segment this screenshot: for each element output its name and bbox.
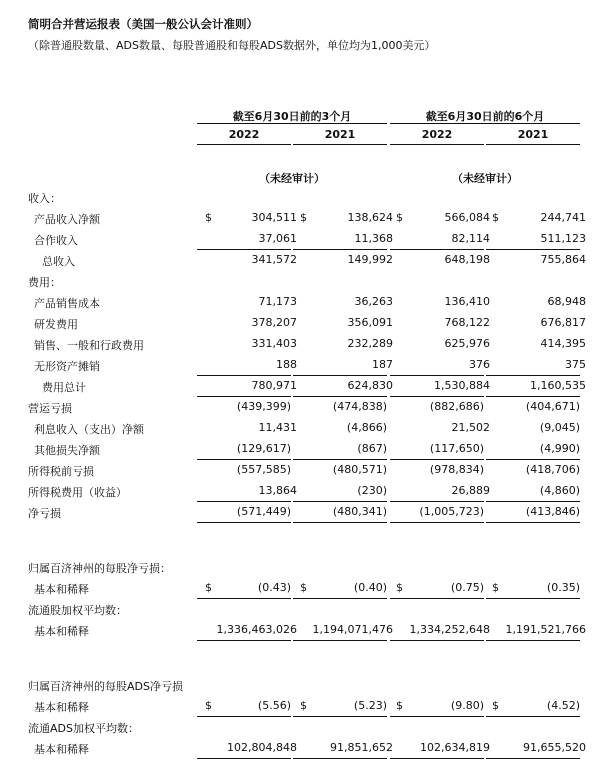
cell-value: 149,992 [347,253,393,266]
table-row [0,208,609,229]
cell-value: 102,634,819 [420,741,490,754]
cell-value: 378,207 [251,316,297,329]
cell-value: (867) [357,442,387,455]
cell-value: 1,160,535 [530,379,586,392]
cell-value: 91,851,652 [330,741,393,754]
cell-value: (129,617) [236,442,291,455]
cell-value: (0.43) [257,581,291,594]
cell-value: 676,817 [540,316,586,329]
cell-value: (0.40) [353,581,387,594]
cell-value: (1,005,723) [419,505,484,518]
row-label: 基本和稀释 [34,625,89,638]
cell-value: 624,830 [347,379,393,392]
row-label: 合作收入 [34,234,78,247]
subtotal-rule [486,522,580,523]
header-rule-1 [197,123,387,124]
cell-value: (4,990) [539,442,580,455]
cell-value: (4,860) [539,484,580,497]
cell-value: (418,706) [525,463,580,476]
cell-value: (480,571) [332,463,387,476]
cell-value: (882,686) [429,400,484,413]
cell-value: (480,341) [332,505,387,518]
subtotal-rule [486,640,580,641]
currency-symbol: $ [492,699,499,712]
cell-value: 136,410 [444,295,490,308]
cell-value: 755,864 [540,253,586,266]
row-label: 收入： [28,192,61,205]
cell-value: (9,045) [539,421,580,434]
year-rule-4 [486,144,580,145]
cell-value: 780,971 [251,379,297,392]
currency-symbol: $ [396,699,403,712]
table-row [0,187,609,208]
cell-value: (5.23) [353,699,387,712]
table-row [0,271,609,292]
row-label: 无形资产摊销 [34,360,100,373]
header-year-1: 2022 [228,128,260,141]
cell-value: 68,948 [547,295,586,308]
cell-value: 91,655,520 [523,741,586,754]
cell-value: 414,395 [540,337,586,350]
table-row [0,481,609,502]
table-row [0,599,609,620]
table-row [0,578,609,599]
statement-title: 简明合并营运报表（美国一般公认会计准则） [28,17,258,31]
year-rule-1 [197,144,291,145]
row-label: 销售、一般和行政费用 [34,339,144,352]
row-label: 总收入 [42,255,75,268]
currency-symbol: $ [205,211,212,224]
cell-value: 1,530,884 [434,379,490,392]
table-row [0,696,609,717]
year-rule-2 [293,144,387,145]
header-group-6-months: 截至6月30日前的6个月 [425,110,545,123]
header-year-4: 2021 [517,128,549,141]
row-label: 归属百济神州的每股净亏损： [28,562,171,575]
cell-value: 244,741 [540,211,586,224]
subtotal-rule [390,522,484,523]
currency-symbol: $ [300,211,307,224]
cell-value: 37,061 [258,232,297,245]
header-rule-2 [390,123,580,124]
cell-value: 1,191,521,766 [505,623,586,636]
row-label: 利息收入（支出）净额 [34,423,144,436]
row-label: 产品销售成本 [34,297,100,310]
row-label: 基本和稀释 [34,743,89,756]
cell-value: (0.35) [546,581,580,594]
table-row [0,376,609,397]
cell-value: (9.80) [450,699,484,712]
cell-value: (5.56) [257,699,291,712]
row-label: 营运亏损 [28,402,72,415]
currency-symbol: $ [396,581,403,594]
row-label: 费用： [28,276,61,289]
subtotal-rule [197,758,291,759]
cell-value: 356,091 [347,316,393,329]
subtotal-rule [390,640,484,641]
cell-value: 71,173 [258,295,297,308]
row-label: 研发费用 [34,318,78,331]
cell-value: 304,511 [251,211,297,224]
table-row [0,439,609,460]
row-label: 产品收入净额 [34,213,100,226]
currency-symbol: $ [396,211,403,224]
cell-value: 331,403 [251,337,297,350]
cell-value: (404,671) [525,400,580,413]
currency-symbol: $ [205,581,212,594]
currency-symbol: $ [300,581,307,594]
cell-value: 232,289 [347,337,393,350]
cell-value: 188 [276,358,297,371]
cell-value: (557,585) [236,463,291,476]
cell-value: (0.75) [450,581,484,594]
table-row [0,355,609,376]
cell-value: 1,334,252,648 [409,623,490,636]
cell-value: 11,368 [354,232,393,245]
table-row [0,620,609,641]
cell-value: 511,123 [540,232,586,245]
table-row [0,229,609,250]
unaudited-label-1: （未经审计） [259,172,325,185]
row-label: 流通股加权平均数： [28,604,127,617]
cell-value: 625,976 [444,337,490,350]
subtotal-rule [390,758,484,759]
table-row [0,313,609,334]
currency-symbol: $ [300,699,307,712]
row-label: 基本和稀释 [34,701,89,714]
currency-symbol: $ [492,211,499,224]
subtotal-rule [486,758,580,759]
cell-value: 36,263 [354,295,393,308]
cell-value: 13,864 [258,484,297,497]
cell-value: 341,572 [251,253,297,266]
cell-value: 11,431 [258,421,297,434]
row-label: 流通ADS加权平均数： [28,722,139,735]
row-label: 费用总计 [42,381,86,394]
cell-value: 376 [469,358,490,371]
cell-value: (439,399) [236,400,291,413]
table-row [0,675,609,696]
cell-value: 102,804,848 [227,741,297,754]
subtotal-rule [197,522,291,523]
cell-value: (230) [357,484,387,497]
cell-value: 768,122 [444,316,490,329]
cell-value: (978,834) [429,463,484,476]
cell-value: 21,502 [451,421,490,434]
header-group-3-months: 截至6月30日前的3个月 [232,110,352,123]
table-row [0,557,609,578]
cell-value: 648,198 [444,253,490,266]
cell-value: 566,084 [444,211,490,224]
cell-value: (117,650) [429,442,484,455]
cell-value: (413,846) [525,505,580,518]
row-label: 所得税费用（收益） [28,486,127,499]
cell-value: 26,889 [451,484,490,497]
header-year-3: 2022 [421,128,453,141]
table-row [0,460,609,481]
row-label: 所得税前亏损 [28,465,94,478]
cell-value: (4.52) [546,699,580,712]
table-row [0,502,609,523]
cell-value: 187 [372,358,393,371]
table-row [0,292,609,313]
unaudited-label-2: （未经审计） [452,172,518,185]
table-row [0,418,609,439]
table-row [0,334,609,355]
year-rule-3 [390,144,484,145]
cell-value: 1,194,071,476 [312,623,393,636]
table-row [0,717,609,738]
row-label: 净亏损 [28,507,61,520]
table-row [0,250,609,271]
subtotal-rule [293,640,387,641]
cell-value: 138,624 [347,211,393,224]
cell-value: (474,838) [332,400,387,413]
currency-symbol: $ [205,699,212,712]
table-row [0,397,609,418]
cell-value: 82,114 [451,232,490,245]
subtotal-rule [293,522,387,523]
cell-value: 375 [565,358,586,371]
row-label: 基本和稀释 [34,583,89,596]
header-year-2: 2021 [324,128,356,141]
subtotal-rule [293,758,387,759]
cell-value: (571,449) [236,505,291,518]
statement-subtitle: （除普通股数量、ADS数量、每股普通股和每股ADS数据外，单位均为1,000美元） [28,39,436,52]
subtotal-rule [197,640,291,641]
row-label: 其他损失净额 [34,444,100,457]
cell-value: (4,866) [346,421,387,434]
table-row [0,738,609,759]
currency-symbol: $ [492,581,499,594]
cell-value: 1,336,463,026 [216,623,297,636]
row-label: 归属百济神州的每股ADS净亏损 [28,680,183,693]
